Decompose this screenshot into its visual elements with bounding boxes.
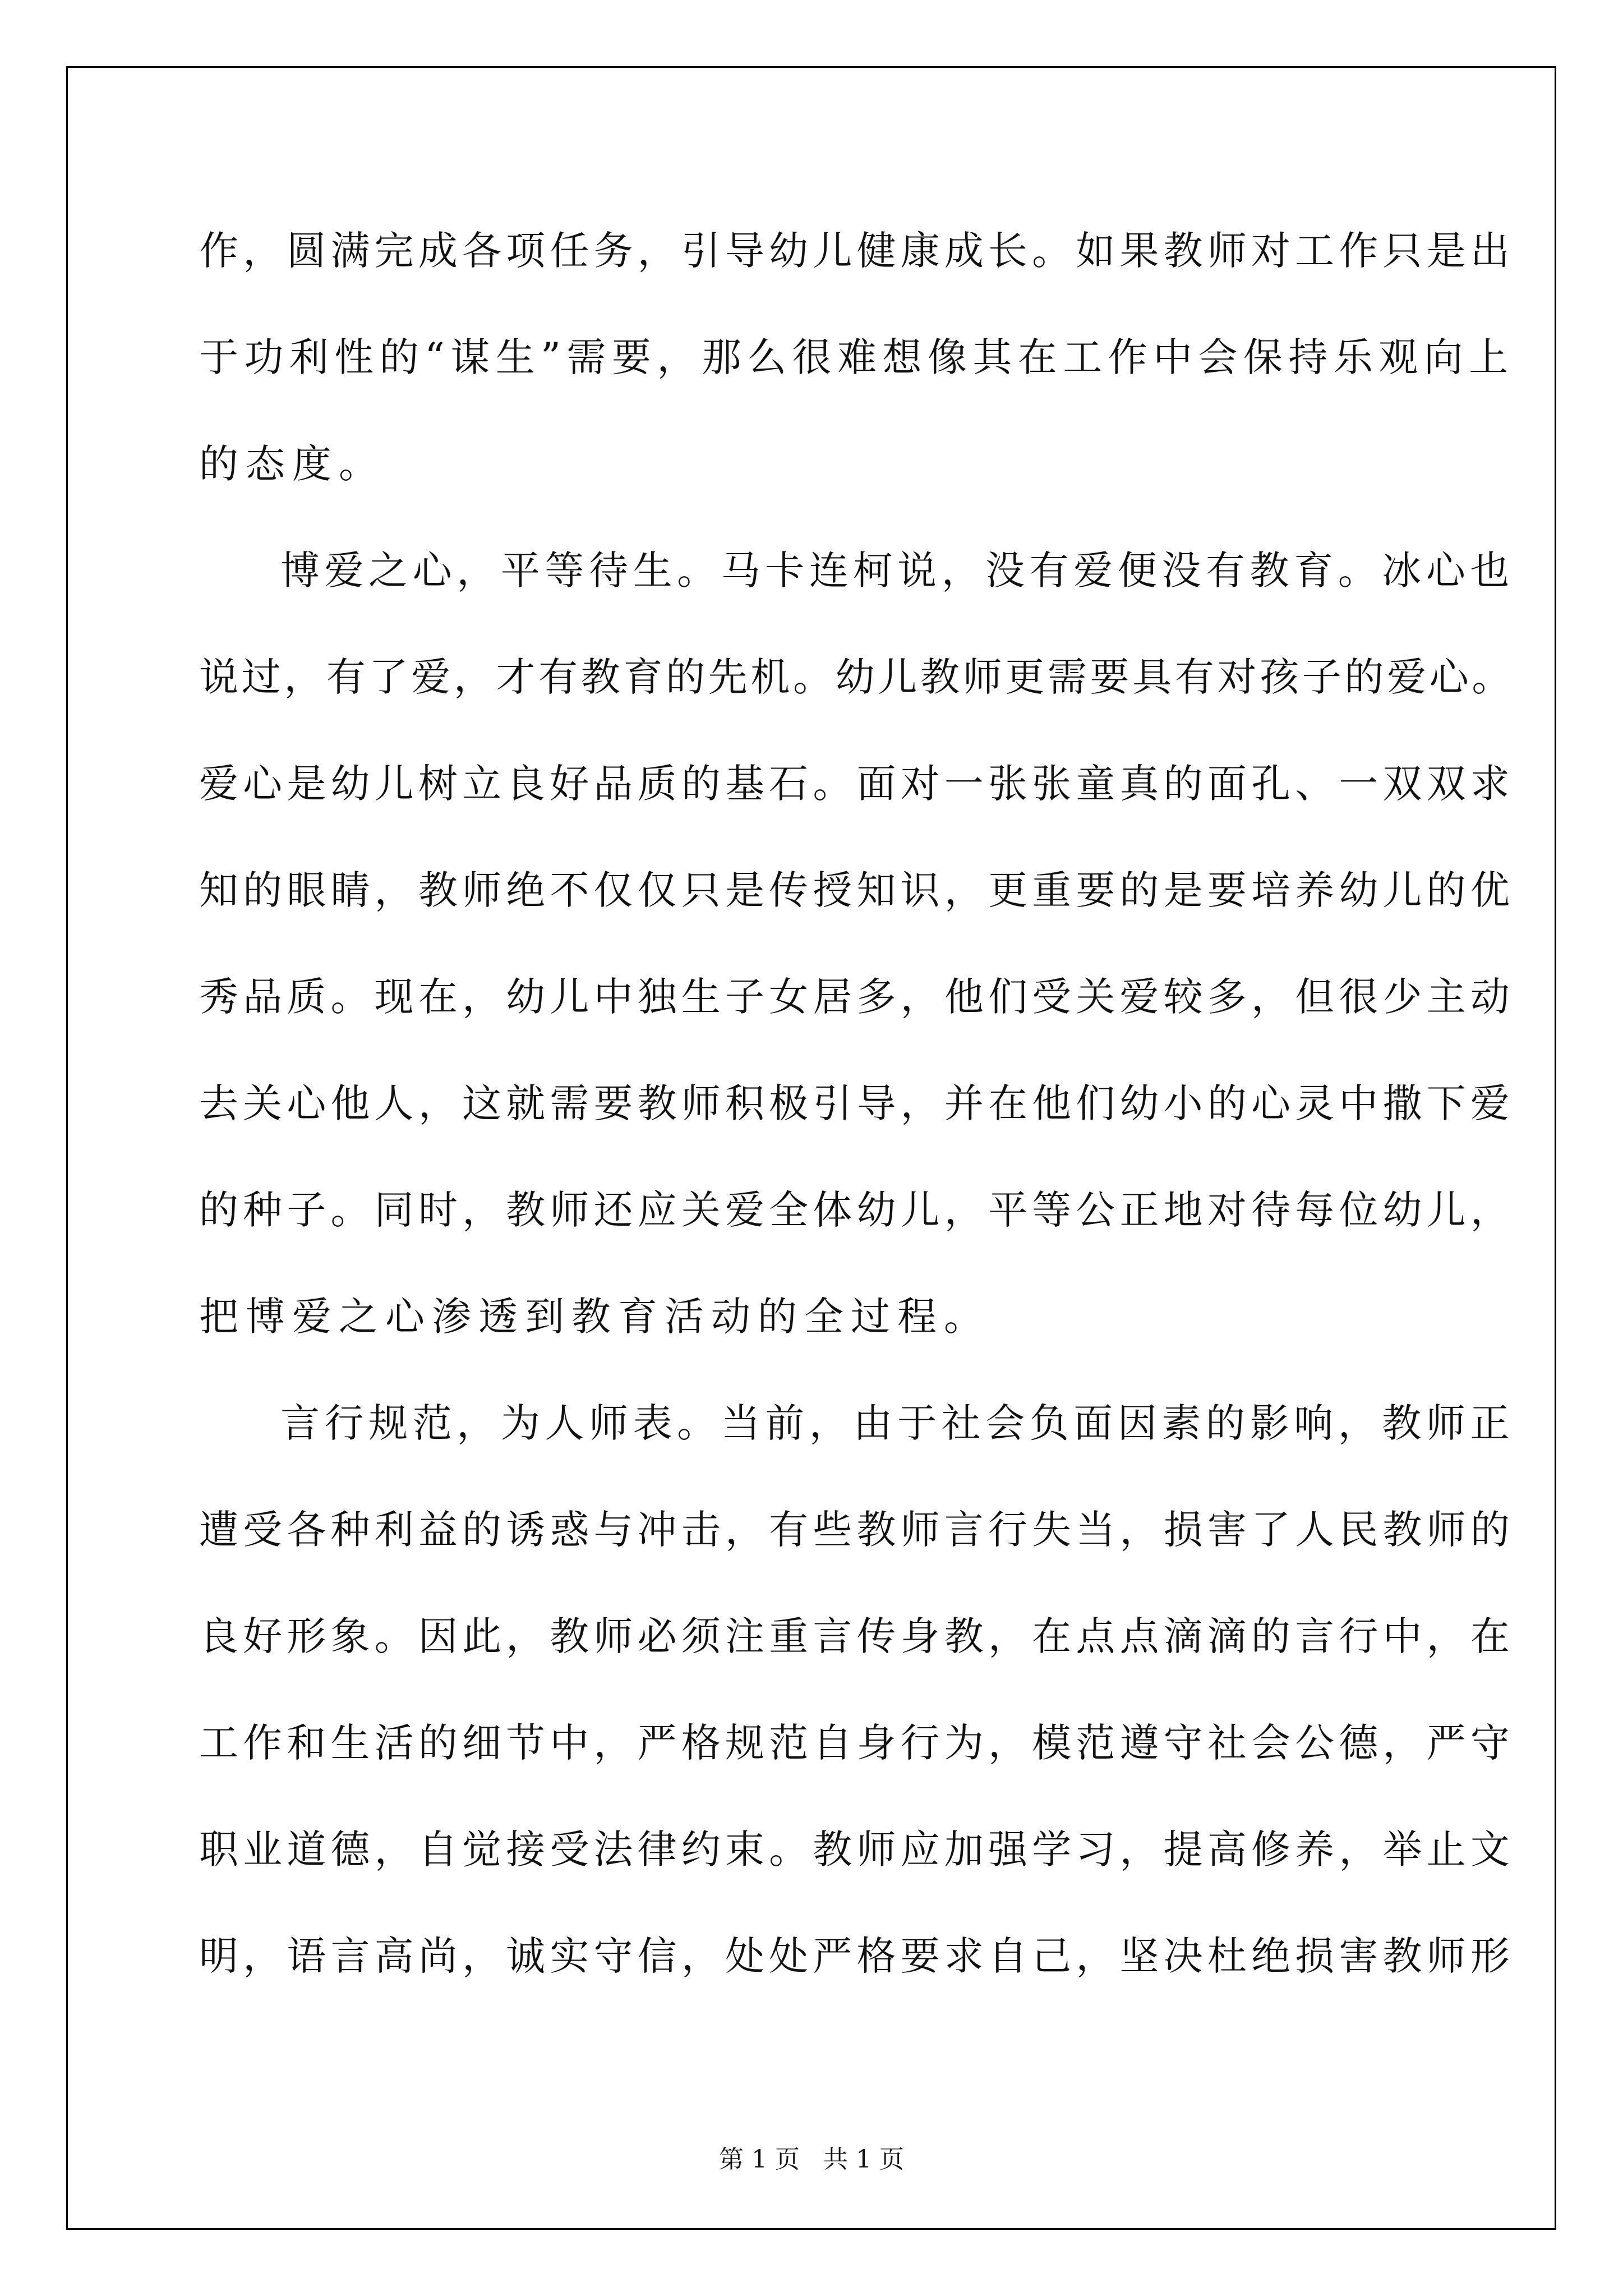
paragraph-start-line: 博爱之心，平等待生。马卡连柯说，没有爱便没有教育。冰心也 [280, 547, 1514, 593]
text-line: 把博爱之心渗透到教育活动的全过程。 [199, 1294, 990, 1340]
text-line: 的态度。 [199, 441, 385, 487]
text-line: 工作和生活的细节中，严格规范自身行为，模范遵守社会公德，严守 [199, 1720, 1514, 1766]
text-line: 遭受各种利益的诱惑与冲击，有些教师言行失当，损害了人民教师的 [199, 1507, 1514, 1553]
text-line: 于功利性的“谋生”需要，那么很难想像其在工作中会保持乐观向上 [199, 334, 1514, 380]
text-line: 知的眼睛，教师绝不仅仅只是传授知识，更重要的是要培养幼儿的优 [199, 867, 1514, 913]
text-line: 说过，有了爱，才有教育的先机。幼儿教师更需要具有对孩子的爱心。 [199, 654, 1514, 700]
text-line: 去关心他人，这就需要教师积极引导，并在他们幼小的心灵中撒下爱 [199, 1080, 1514, 1126]
text-line: 爱心是幼儿树立良好品质的基石。面对一张张童真的面孔、一双双求 [199, 761, 1514, 807]
text-line: 的种子。同时，教师还应关爱全体幼儿，平等公正地对待每位幼儿， [199, 1187, 1514, 1233]
text-line: 良好形象。因此，教师必须注重言传身教，在点点滴滴的言行中，在 [199, 1613, 1514, 1659]
page-footer: 第 1 页 共 1 页 [719, 2145, 904, 2174]
paragraph-start-line: 言行规范，为人师表。当前，由于社会负面因素的影响，教师正 [280, 1400, 1514, 1446]
text-line: 明，语言高尚，诚实守信，处处严格要求自己，坚决杜绝损害教师形 [199, 1933, 1514, 1979]
text-line: 作，圆满完成各项任务，引导幼儿健康成长。如果教师对工作只是出 [199, 228, 1514, 274]
page-border [66, 66, 1556, 2230]
text-line: 职业道德，自觉接受法律约束。教师应加强学习，提高修养，举止文 [199, 1826, 1514, 1872]
text-line: 秀品质。现在，幼儿中独生子女居多，他们受关爱较多，但很少主动 [199, 974, 1514, 1020]
